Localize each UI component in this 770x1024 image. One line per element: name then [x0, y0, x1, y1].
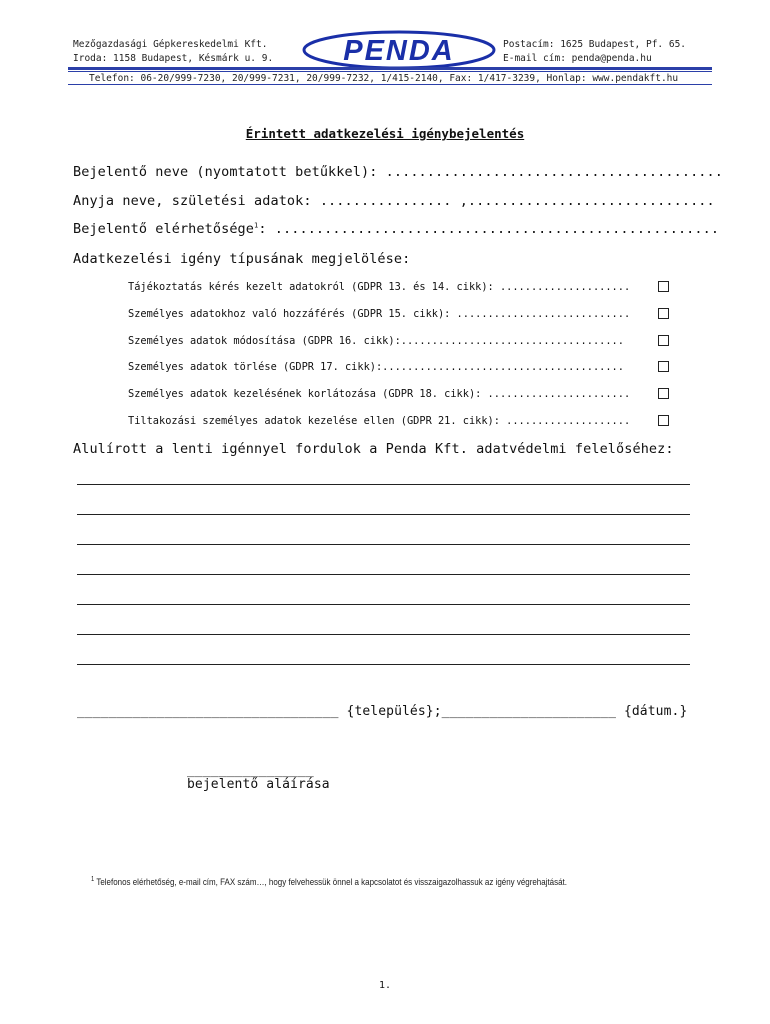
option-label: Tájékoztatás kérés kezelt adatokról (GDPR 13. és 14. cikk): .....................: [128, 281, 631, 293]
request-type-heading: Adatkezelési igény típusának megjelölése:: [73, 251, 411, 267]
request-line[interactable]: [77, 574, 690, 575]
option-label: Személyes adatok kezelésének korlátozása (GDPR 18. cikk): .......................: [128, 388, 631, 400]
office-address: Iroda: 1158 Budapest, Késmárk u. 9.: [73, 53, 274, 64]
page-number: 1.: [378, 980, 392, 991]
logo-text: PENDA: [343, 35, 455, 67]
header-rule-bottom: [68, 84, 712, 85]
footnote-number: 1: [91, 876, 95, 883]
option-checkbox[interactable]: [658, 281, 669, 292]
signature-label: bejelentő aláírása: [187, 777, 330, 792]
mother-birth-field: Anyja neve, születési adatok: ................ ,..............................: [73, 193, 715, 209]
penda-logo: [302, 30, 496, 70]
date-label: {dátum.}: [616, 704, 688, 719]
option-label: Személyes adatok törlése (GDPR 17. cikk):.......................................: [128, 361, 624, 373]
name-field: Bejelentő neve (nyomtatott betűkkel): .........................................: [73, 164, 723, 180]
company-name: Mezőgazdasági Gépkereskedelmi Kft.: [73, 39, 268, 50]
request-line[interactable]: [77, 514, 690, 515]
footnote: [91, 876, 567, 888]
request-line[interactable]: [77, 604, 690, 605]
option-checkbox[interactable]: [658, 388, 669, 399]
place-date-row: [77, 704, 687, 719]
option-checkbox[interactable]: [658, 415, 669, 426]
option-checkbox[interactable]: [658, 308, 669, 319]
contact-field: [73, 221, 719, 237]
request-line[interactable]: [77, 484, 690, 485]
option-label: Személyes adatokhoz való hozzáférés (GDPR 15. cikk): ............................: [128, 308, 631, 320]
footnote-marker: 1: [254, 221, 259, 230]
date-blank[interactable]: ______________________: [441, 704, 617, 719]
postal-address: Postacím: 1625 Budapest, Pf. 65.: [503, 39, 687, 50]
request-line[interactable]: [77, 544, 690, 545]
request-line[interactable]: [77, 664, 690, 665]
place-blank[interactable]: _________________________________: [77, 704, 339, 719]
contact-field-label: Bejelentő elérhetősége: [73, 221, 255, 237]
contact-field-dots: : ......................................................: [258, 221, 720, 237]
signature-line[interactable]: ________________: [187, 763, 314, 778]
contact-line: Telefon: 06-20/999-7230, 20/999-7231, 20/999-7232, 1/415-2140, Fax: 1/417-3239, Honlap: www.pendakft.hu: [89, 73, 679, 84]
option-label: Személyes adatok módosítása (GDPR 16. cikk):....................................: [128, 335, 624, 347]
option-checkbox[interactable]: [658, 361, 669, 372]
header-rule-top: [68, 67, 712, 70]
email-address: E-mail cím: penda@penda.hu: [503, 53, 652, 64]
request-heading: Alulírott a lenti igénnyel fordulok a Penda Kft. adatvédelmi felelőséhez:: [73, 441, 674, 457]
option-checkbox[interactable]: [658, 335, 669, 346]
place-label: {település};: [338, 704, 442, 719]
form-title: Érintett adatkezelési igénybejelentés: [245, 126, 525, 141]
footnote-text: Telefonos elérhetőség, e-mail cím, FAX szám…, hogy felvehessük önnel a kapcsolatot és visszaigazolhassuk az igény végrehajtását.: [94, 877, 567, 889]
request-line[interactable]: [77, 634, 690, 635]
option-label: Tiltakozási személyes adatok kezelése ellen (GDPR 21. cikk): ....................: [128, 415, 631, 427]
